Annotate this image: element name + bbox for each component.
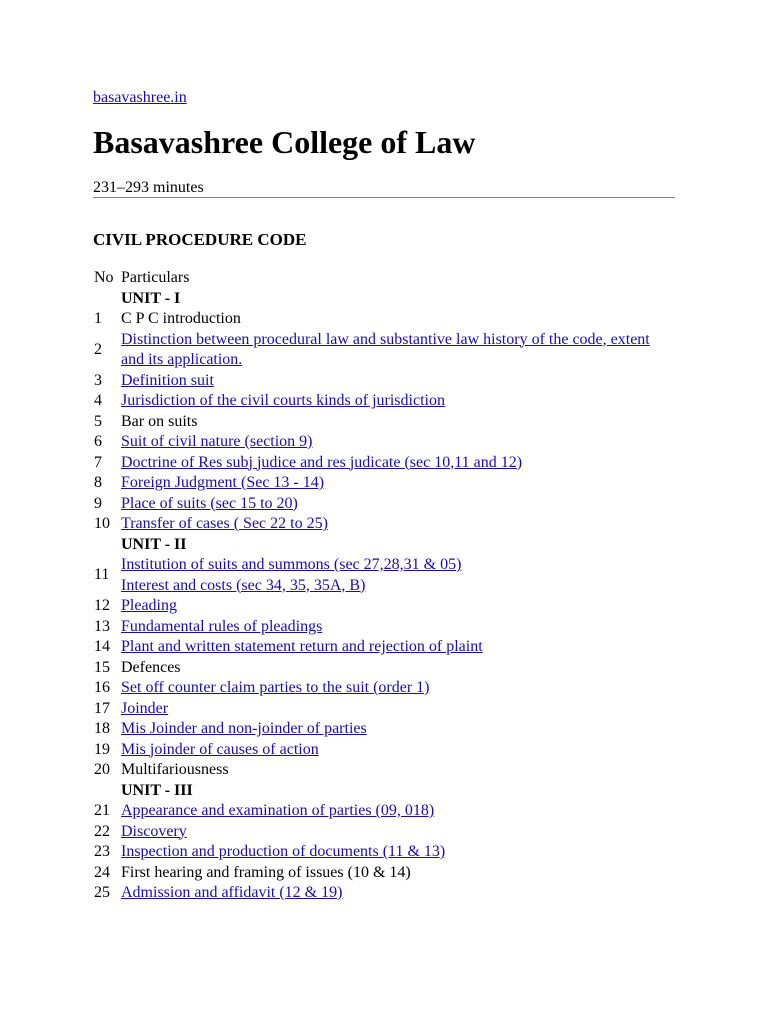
row-number: 12 [94,597,110,614]
table-row [93,596,675,617]
topic-link[interactable]: Doctrine of Res subj judice and res judicate (sec 10,11 and 12) [121,453,523,471]
row-number: 4 [94,392,102,409]
topic-link[interactable]: Distinction between procedural law and substantive law history of the code, extent and its application. [121,330,650,368]
table-row [93,842,675,863]
table-row [93,309,675,330]
row-particulars [121,719,675,740]
topic-link[interactable]: Set off counter claim parties to the suit (order 1) [121,679,430,696]
row-particulars [121,432,675,453]
topic-link[interactable]: Suit of civil nature (section 9) [121,433,313,450]
topic-link[interactable]: Inspection and production of documents (11 & 13) [121,843,446,860]
row-particulars [121,330,675,371]
topic-link[interactable]: Jurisdiction of the civil courts kinds of jurisdiction [121,392,445,409]
row-number: 23 [94,843,110,860]
table-row [93,514,675,535]
table-row [93,678,675,699]
table-row [93,740,675,761]
row-particulars [121,617,675,638]
topic-link[interactable]: Admission and affidavit (12 & 19) [121,884,343,901]
topic-link[interactable]: Institution of suits and summons (sec 27,28,31 & 05) [121,556,462,573]
row-particulars [121,371,675,392]
row-number: 5 [94,412,102,430]
table-row [93,637,675,658]
row-number: 1 [94,310,102,327]
row-number: 19 [94,740,110,758]
unit-heading-row [93,289,675,310]
row-number: 3 [94,371,102,389]
row-particulars [121,863,675,884]
topic-link[interactable]: Plant and written statement return and rejection of plaint [121,638,483,655]
table-row [93,432,675,453]
row-number [93,535,121,556]
row-number: 14 [94,638,110,655]
row-number: 9 [94,494,102,512]
row-particulars [121,781,675,802]
table-row [93,330,675,371]
section-heading: CIVIL PROCEDURE CODE [93,230,307,249]
table-row [93,473,675,494]
row-particulars [121,391,675,412]
row-particulars [121,760,675,781]
row-particulars [121,494,675,515]
unit-heading-row [93,535,675,556]
row-number: 17 [94,699,110,717]
table-row [93,617,675,638]
row-number: 16 [94,679,110,696]
table-row [93,555,675,596]
topic-link[interactable]: Fundamental rules of pleadings [121,617,323,635]
table-row [93,822,675,843]
row-particulars [121,412,675,433]
topic-text: Bar on suits [121,412,198,430]
row-particulars [121,740,675,761]
table-row [93,391,675,412]
row-number: 6 [94,433,102,450]
topic-text: Multifariousness [121,761,229,778]
row-number: 22 [94,822,110,840]
topic-text: C P C introduction [121,310,241,327]
topic-text: First hearing and framing of issues (10 & 14) [121,863,411,881]
table-row [93,883,675,904]
topic-link[interactable]: Pleading [121,597,177,614]
row-number: 18 [94,720,110,737]
row-particulars [121,309,675,330]
topic-link[interactable]: Foreign Judgment (Sec 13 - 14) [121,474,325,491]
table-row [93,863,675,884]
unit-label: UNIT - I [121,289,181,307]
row-number: 13 [94,617,110,635]
site-link[interactable]: basavashree.in [93,89,187,106]
row-number: 10 [94,515,110,532]
row-number [93,289,121,310]
row-number: 2 [94,340,102,358]
row-number [93,781,121,802]
topic-link[interactable]: Appearance and examination of parties (09, 018) [121,802,435,819]
table-header-row [93,268,675,289]
table-row [93,412,675,433]
column-header-particulars: Particulars [121,269,190,286]
unit-label: UNIT - II [121,535,187,553]
table-row [93,760,675,781]
topic-text: Defences [121,658,181,676]
topic-link[interactable]: Joinder [121,699,169,717]
reading-time: 231–293 minutes [93,179,204,196]
page-title: Basavashree College of Law [93,124,476,160]
row-particulars [121,658,675,679]
topic-link[interactable]: Definition suit [121,371,214,389]
row-particulars [121,699,675,720]
topic-link[interactable]: Mis joinder of causes of action [121,740,319,758]
table-row [93,801,675,822]
row-number: 20 [94,761,110,778]
row-number: 21 [94,802,110,819]
row-particulars [121,801,675,822]
topic-link[interactable]: Transfer of cases ( Sec 22 to 25) [121,515,328,532]
table-row [93,453,675,474]
row-particulars [121,473,675,494]
row-particulars [121,535,675,556]
syllabus-table-body [93,268,675,904]
row-particulars [121,822,675,843]
row-particulars [121,453,675,474]
table-row [93,699,675,720]
row-particulars [121,842,675,863]
row-number: 15 [94,658,110,676]
topic-link[interactable]: Discovery [121,822,187,840]
row-number: 25 [94,884,110,901]
table-row [93,371,675,392]
row-number: 11 [94,566,110,584]
row-particulars [121,596,675,617]
table-row [93,719,675,740]
topic-link[interactable]: Place of suits (sec 15 to 20) [121,494,298,512]
column-header-no: No [94,269,114,286]
topic-link[interactable]: Interest and costs (sec 34, 35, 35A, B) [121,576,366,594]
row-particulars [121,883,675,904]
topic-link[interactable]: Mis Joinder and non-joinder of parties [121,720,367,737]
row-number: 7 [94,453,102,471]
row-particulars [121,678,675,699]
unit-label: UNIT - III [121,781,193,799]
row-particulars [121,637,675,658]
divider [93,197,675,198]
row-particulars [121,555,675,596]
row-number: 24 [94,863,110,881]
table-row [93,494,675,515]
syllabus-table [93,268,675,904]
unit-heading-row [93,781,675,802]
row-particulars [121,289,675,310]
table-row [93,658,675,679]
row-number: 8 [94,474,102,491]
row-particulars [121,514,675,535]
